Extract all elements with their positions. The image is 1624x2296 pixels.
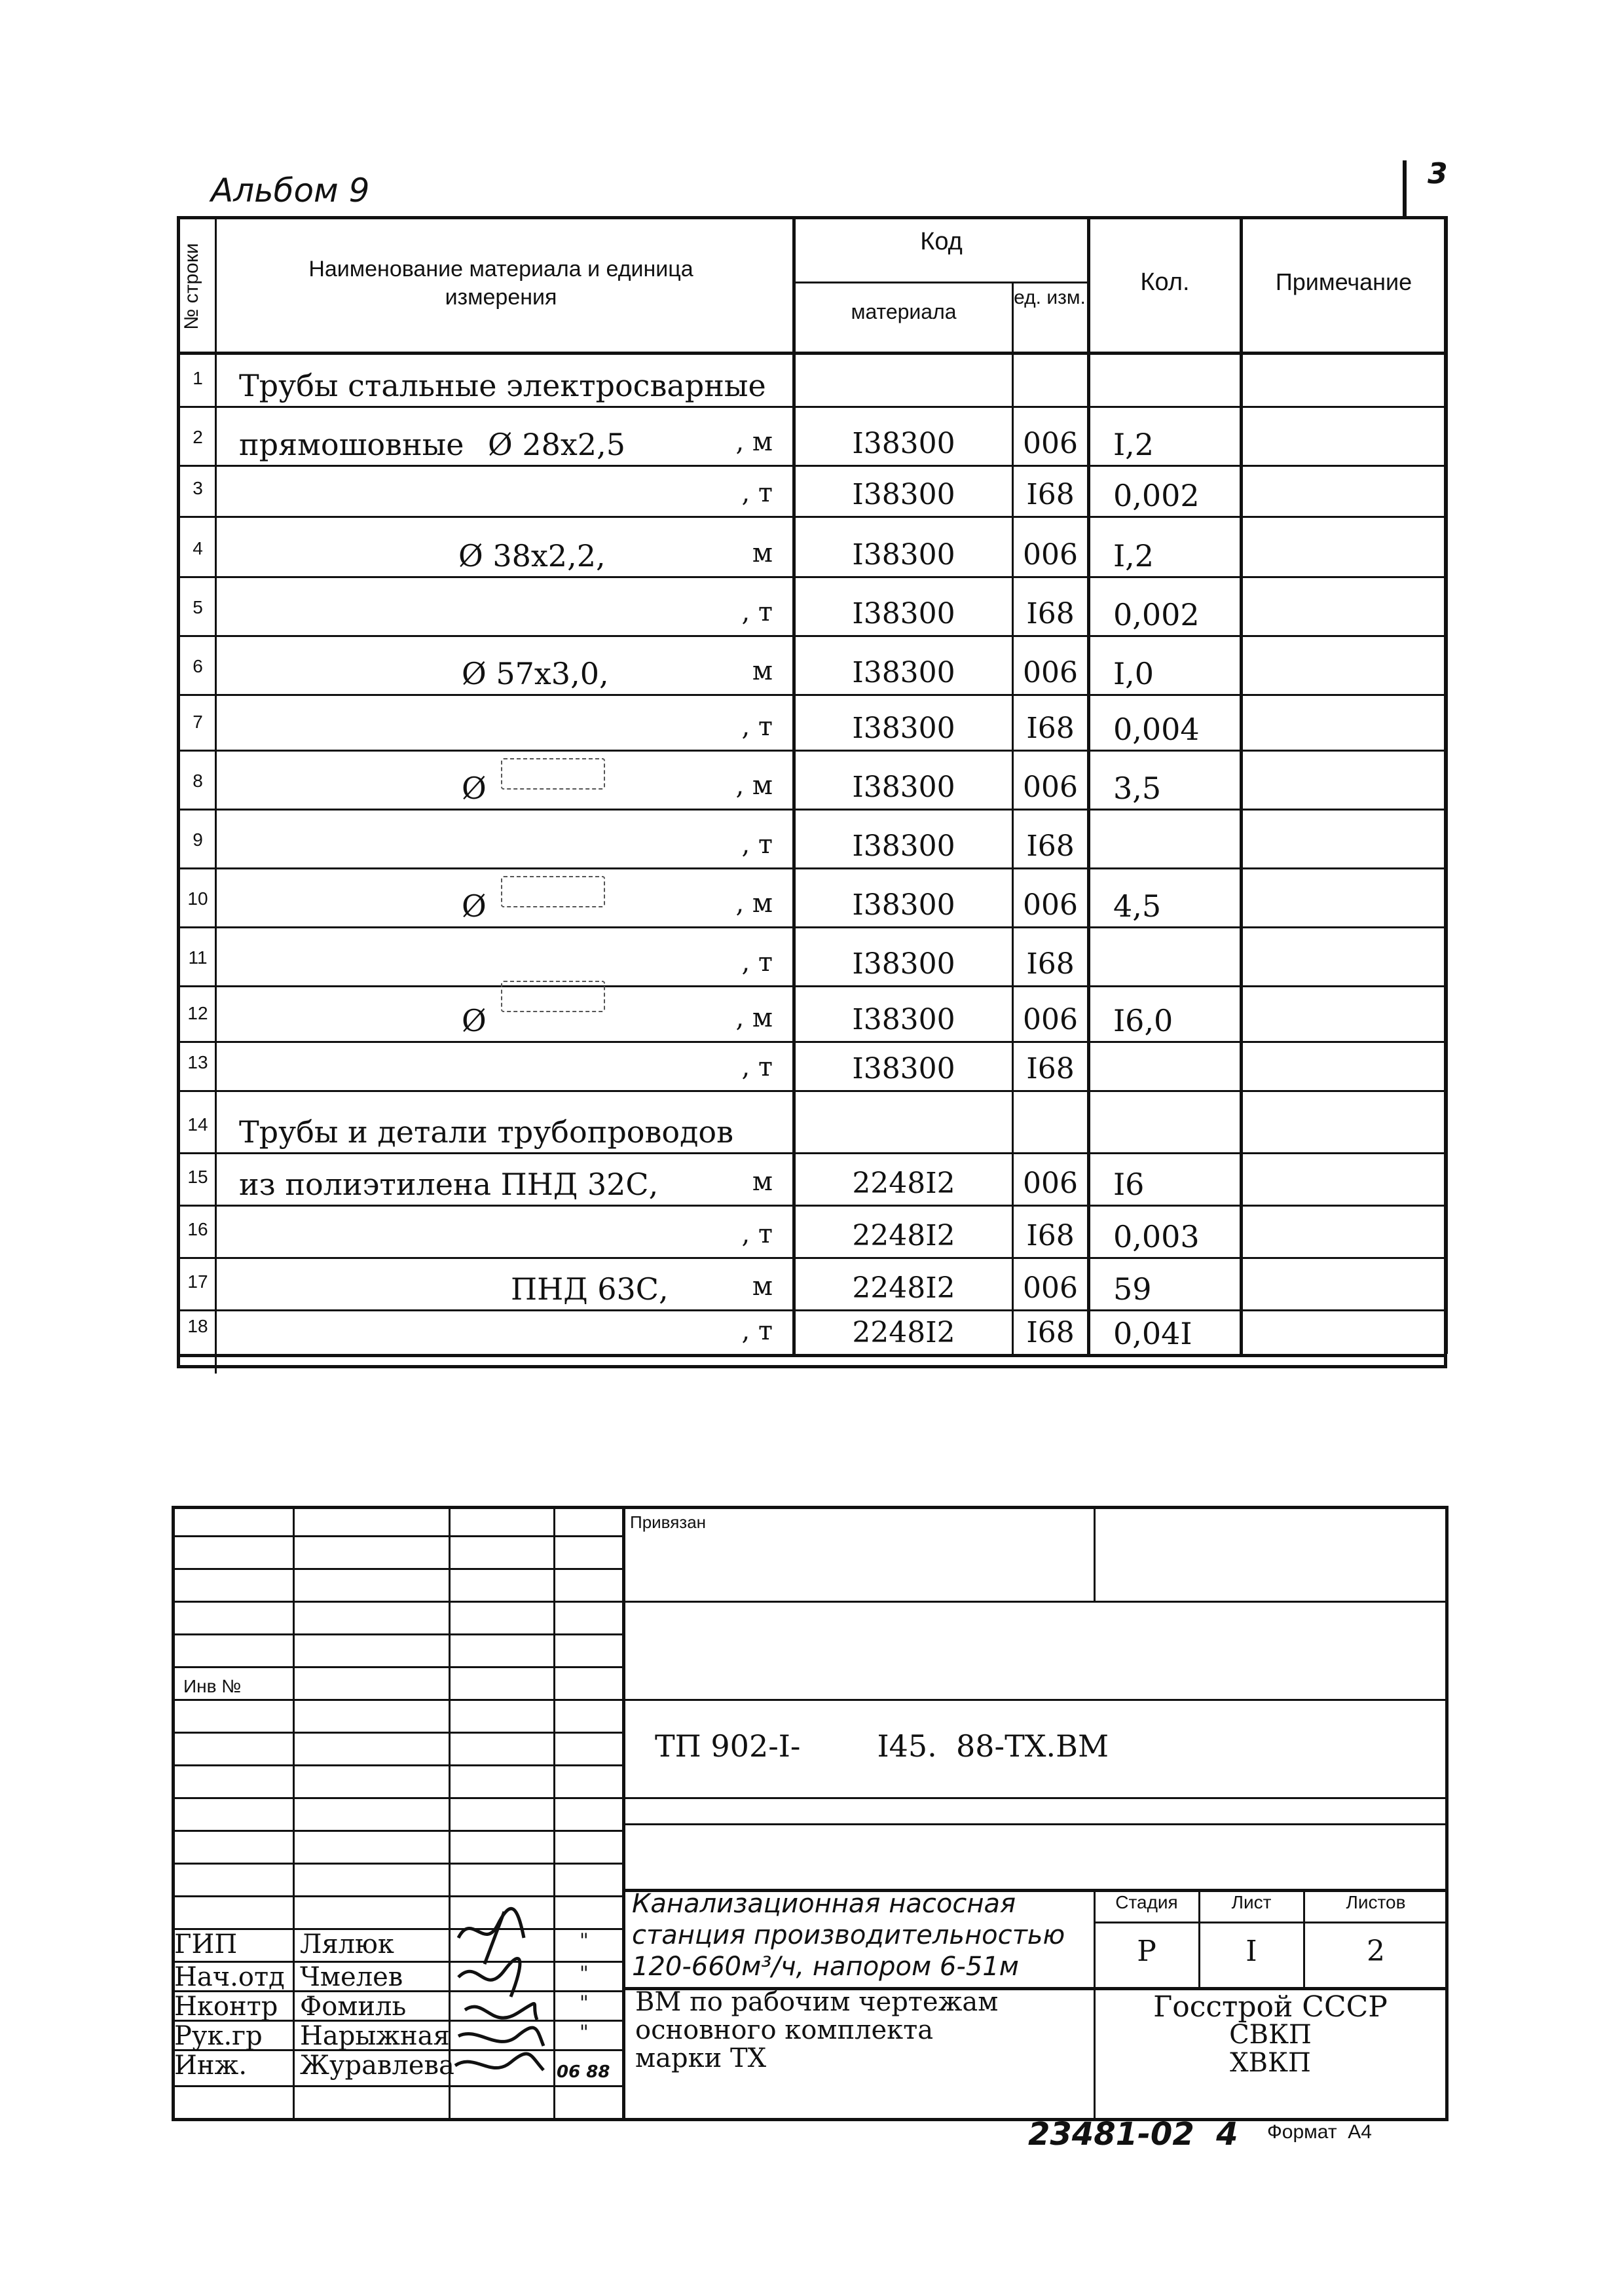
row-separator: [177, 926, 1447, 928]
unit-label: м: [752, 538, 773, 568]
row-number: 3: [193, 478, 203, 498]
sheet-value: I: [1246, 1935, 1257, 1968]
stage-label: Стадия: [1115, 1892, 1178, 1912]
organization-line-2: СВКП: [1229, 2020, 1312, 2050]
row-number: 7: [193, 712, 203, 732]
dimension: ПНД 63С,: [511, 1271, 669, 1307]
unit-code: 006: [1023, 1167, 1078, 1200]
material-code: I38300: [852, 538, 955, 572]
material-name: из полиэтилена ПНД 32С,: [239, 1167, 659, 1202]
unit-code: 006: [1023, 427, 1078, 460]
material-code: 2248I2: [852, 1271, 955, 1305]
unit-label: , м: [735, 427, 773, 457]
quantity: I,2: [1113, 538, 1154, 574]
sheets-value: 2: [1367, 1935, 1385, 1968]
signer-name: Чмелев: [300, 1962, 403, 1992]
signer-role: Инж.: [174, 2050, 248, 2081]
unit-code: 006: [1023, 1003, 1078, 1036]
row-separator: [177, 406, 1447, 408]
quantity: I6,0: [1113, 1003, 1173, 1038]
unit-code: 006: [1023, 656, 1078, 689]
quantity: 0,002: [1113, 597, 1200, 632]
quantity: 0,04I: [1113, 1316, 1192, 1351]
row-number: 12: [187, 1003, 208, 1023]
row-separator: [177, 1152, 1447, 1154]
row-number: 10: [187, 888, 208, 909]
quantity: I,2: [1113, 427, 1154, 462]
row-number: 2: [193, 427, 203, 447]
project-title-line-1: Канализационная насосная: [632, 1889, 1016, 1919]
dimension: Ø 57х3,0,: [462, 656, 609, 691]
material-code: 2248I2: [852, 1316, 955, 1349]
note-header: Примечание: [1275, 268, 1412, 295]
document-title-line-3: марки ТХ: [635, 2043, 767, 2073]
unit-code: 006: [1023, 538, 1078, 572]
sheet-label: Лист: [1231, 1892, 1272, 1912]
album-label: Альбом 9: [211, 172, 370, 210]
row-number: 13: [187, 1052, 208, 1072]
signer-name: Нарыжная: [300, 2021, 450, 2051]
paper-format: Формат А4: [1267, 2121, 1372, 2143]
material-code-header: материала: [851, 300, 957, 323]
material-code: I38300: [852, 712, 955, 745]
row-number: 11: [188, 947, 208, 968]
unit-code: I68: [1026, 829, 1075, 863]
row-number: 4: [193, 538, 203, 558]
dimension: Ø: [462, 888, 487, 924]
stage-value: Р: [1137, 1935, 1156, 1968]
material-code: I38300: [852, 829, 955, 863]
quantity: I6: [1113, 1167, 1145, 1202]
signature-lyalyuk: [458, 1908, 524, 1964]
project-title-line-2: станция производительностью: [632, 1920, 1065, 1950]
row-number: 6: [193, 656, 203, 676]
blank-field: [501, 758, 605, 790]
row-separator: [177, 1090, 1447, 1092]
unit-code: I68: [1026, 947, 1075, 981]
signer-name: Фомиль: [300, 1992, 407, 2022]
dimension: Ø: [462, 771, 487, 806]
unit-label: м: [752, 1167, 773, 1197]
inventory-number-label: Инв №: [183, 1676, 242, 1696]
signer-mark: ": [580, 1962, 589, 1985]
page-number: 3: [1428, 157, 1448, 191]
unit-code: I68: [1026, 597, 1075, 630]
material-code: 2248I2: [852, 1167, 955, 1200]
row-separator: [177, 867, 1447, 869]
signer-mark: ": [580, 1992, 589, 2014]
document-code: ТП 902-I- I45. 88-ТХ.ВМ: [655, 1728, 1109, 1764]
signer-role: Нач.отд: [174, 1962, 285, 1992]
row-number: 15: [187, 1167, 208, 1187]
material-code: I38300: [852, 1003, 955, 1036]
blank-field: [501, 981, 605, 1012]
material-code: I38300: [852, 656, 955, 689]
signer-mark: ": [580, 2021, 589, 2044]
quantity: 59: [1113, 1271, 1152, 1307]
row-separator: [177, 985, 1447, 987]
material-name: Трубы и детали трубопроводов: [239, 1114, 733, 1150]
signer-role: Рук.гр: [174, 2021, 263, 2051]
row-separator: [177, 465, 1447, 467]
row-number: 5: [193, 597, 203, 617]
unit-label: , т: [741, 1052, 773, 1082]
unit-code: I68: [1026, 478, 1075, 511]
sheets-label: Листов: [1346, 1892, 1406, 1912]
signer-name: Журавлева: [300, 2050, 454, 2081]
signature-naryzhnaya: [458, 2028, 544, 2046]
row-separator: [177, 1309, 1447, 1311]
project-title-line-3: 120-660м³/ч, напором 6-51м: [632, 1952, 1019, 1982]
row-separator: [177, 576, 1447, 578]
row-separator: [177, 809, 1447, 811]
row-separator: [177, 1205, 1447, 1207]
row-number: 1: [193, 368, 203, 388]
material-name: Трубы стальные электросварные: [239, 368, 766, 403]
unit-code-header: ед. изм.: [1014, 287, 1086, 308]
code-header: Код: [920, 228, 963, 255]
quantity: 0,002: [1113, 478, 1200, 513]
row-number: 14: [187, 1114, 208, 1135]
signer-mark: ": [580, 1929, 589, 1952]
unit-label: , м: [735, 888, 773, 919]
organization-line-3: ХВКП: [1230, 2048, 1311, 2078]
unit-code: I68: [1026, 712, 1075, 745]
unit-code: I68: [1026, 1316, 1075, 1349]
document-title-line-2: основного комплекта: [635, 2015, 934, 2045]
document-title-line-1: ВМ по рабочим чертежам: [635, 1987, 999, 2017]
blank-field: [501, 876, 605, 907]
row-number: 9: [193, 829, 203, 850]
row-number: 8: [193, 771, 203, 791]
unit-label: , т: [741, 478, 773, 508]
unit-code: I68: [1026, 1219, 1075, 1252]
row-separator: [177, 750, 1447, 752]
unit-label: , т: [741, 829, 773, 860]
unit-code: 006: [1023, 771, 1078, 804]
material-code: I38300: [852, 427, 955, 460]
quantity: 3,5: [1113, 771, 1162, 806]
row-number: 17: [187, 1271, 208, 1292]
archive-number: 23481-02 4: [1028, 2116, 1238, 2153]
row-number-header: № строки: [181, 243, 202, 330]
signature-strokes: [445, 1899, 616, 2082]
bound-to-label: Привязан: [630, 1512, 707, 1532]
row-separator: [177, 1257, 1447, 1259]
unit-label: , м: [735, 1003, 773, 1033]
dimension: Ø 28х2,5: [488, 427, 625, 462]
material-code: I38300: [852, 888, 955, 922]
unit-label: , т: [741, 947, 773, 977]
material-code: I38300: [852, 947, 955, 981]
material-code: I38300: [852, 771, 955, 804]
quantity-header: Кол.: [1140, 268, 1190, 296]
row-separator: [177, 1041, 1447, 1043]
signature-zhuravleva: [455, 2054, 544, 2070]
quantity: 0,004: [1113, 712, 1200, 747]
row-separator: [177, 516, 1447, 518]
quantity: I,0: [1113, 656, 1154, 691]
unit-label: , т: [741, 1219, 773, 1249]
unit-label: , т: [741, 1316, 773, 1346]
signature-date: 06 88: [557, 2062, 610, 2082]
row-separator: [177, 694, 1447, 696]
unit-label: м: [752, 1271, 773, 1302]
row-separator: [177, 635, 1447, 637]
unit-label: , т: [741, 712, 773, 742]
signer-name: Лялюк: [300, 1929, 394, 1959]
material-name: прямошовные: [239, 427, 464, 462]
material-code: I38300: [852, 478, 955, 511]
signer-role: ГИП: [174, 1929, 238, 1959]
unit-label: , т: [741, 597, 773, 627]
organization-line-1: Госстрой СССР: [1153, 1990, 1388, 2024]
material-code: 2248I2: [852, 1219, 955, 1252]
unit-label: , м: [735, 771, 773, 801]
material-code: I38300: [852, 1052, 955, 1085]
material-code: I38300: [852, 597, 955, 630]
unit-code: 006: [1023, 888, 1078, 922]
row-number: 16: [187, 1219, 208, 1239]
row-number: 18: [187, 1316, 208, 1336]
signer-role: Нконтр: [174, 1992, 278, 2022]
material-name-header: Наименование материала и единица измерения: [308, 257, 693, 310]
signature-fomil: [465, 2004, 537, 2020]
unit-label: м: [752, 656, 773, 686]
unit-code: 006: [1023, 1271, 1078, 1305]
dimension: Ø 38х2,2,: [458, 538, 606, 574]
dimension: Ø: [462, 1003, 487, 1038]
quantity: 0,003: [1113, 1219, 1200, 1254]
unit-code: I68: [1026, 1052, 1075, 1085]
quantity: 4,5: [1113, 888, 1162, 924]
signature-chmelev: [458, 1958, 520, 1997]
